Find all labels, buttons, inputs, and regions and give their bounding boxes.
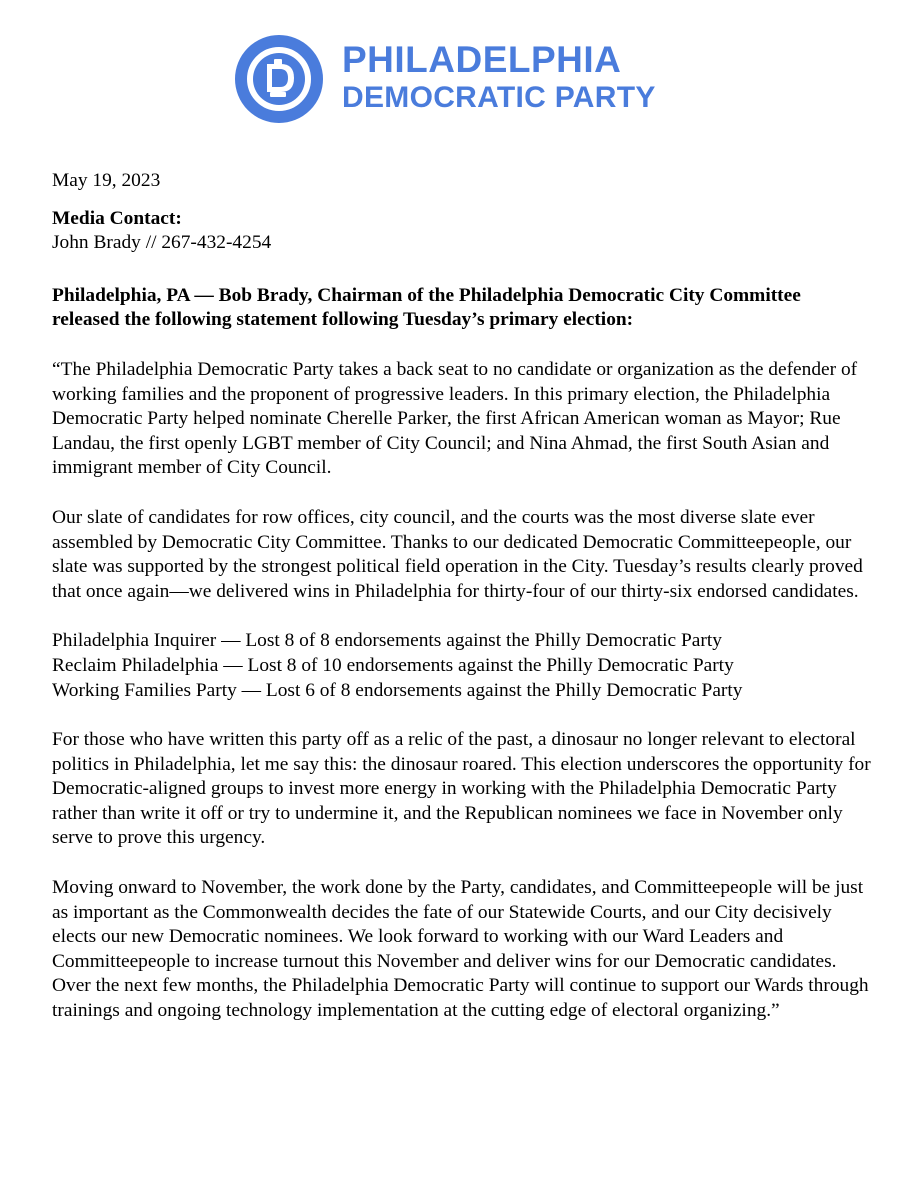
statement-paragraph-3: For those who have written this party off as a relic of the past, a dinosaur no longer relevant to electoral politics in Philadelphia, let me say this: the dinosaur roared. This election underscores the opportunity for Democratic-aligned groups to invest more energy in working with the Philadelphia Democratic Party rather than write it off or try to undermine it, and the Republican nominees we face in November only serve to prove this urgency.: [52, 729, 871, 849]
endorsement-results-list: [52, 629, 872, 703]
media-contact-value: John Brady // 267-432-4254: [52, 232, 272, 254]
media-contact-label: Media Contact:: [52, 207, 182, 229]
lead-paragraph: Philadelphia, PA — Bob Brady, Chairman of the Philadelphia Democratic City Committee released the following statement following Tuesday’s primary election:: [52, 284, 801, 331]
logo-line-2: DEMOCRATIC PARTY: [342, 81, 656, 114]
liberty-bell-icon: [234, 34, 324, 124]
list-item: Philadelphia Inquirer — Lost 8 of 8 endorsements against the Philly Democratic Party: [52, 630, 722, 652]
list-item: Reclaim Philadelphia — Lost 8 of 10 endorsements against the Philly Democratic Party: [52, 654, 734, 676]
list-item: Working Families Party — Lost 6 of 8 endorsements against the Philly Democratic Party: [52, 679, 743, 701]
party-logo: [234, 34, 694, 126]
logo-wordmark: [342, 40, 656, 116]
statement-paragraph-2: Our slate of candidates for row offices, city council, and the courts was the most diverse slate ever assembled by Democratic City Committee. Thanks to our dedicated Democratic Committeepeople, our slate was supported by the strongest political field operation in the City. Tuesday’s results clearly proved that once again—we delivered wins in Philadelphia for thirty-four of our thirty-six endorsed candidates.: [52, 506, 863, 602]
statement-paragraph-4: Moving onward to November, the work done by the Party, candidates, and Committeepeople will be just as important as the Commonwealth decides the fate of our Statewide Courts, and our City decisively elects our new Democratic nominees. We look forward to working with our Ward Leaders and Committeepeople to increase turnout this November and deliver wins for our Democratic candidates. Over the next few months, the Philadelphia Democratic Party will continue to support our Wards through trainings and ongoing technology implementation at the cutting edge of electoral organizing.”: [52, 877, 869, 1022]
logo-line-1: PHILADELPHIA: [342, 39, 622, 80]
statement-paragraph-1: “The Philadelphia Democratic Party takes a back seat to no candidate or organization as the defender of working families and the proponent of progressive leaders. In this primary election, the Philadelphia Democratic Party helped nominate Cherelle Parker, the first African American woman as Mayor; Rue Landau, the first openly LGBT member of City Council; and Nina Ahmad, the first South Asian and immigrant member of City Council.: [52, 358, 858, 479]
release-date: May 19, 2023: [52, 170, 161, 191]
press-release-body: [52, 169, 872, 1049]
